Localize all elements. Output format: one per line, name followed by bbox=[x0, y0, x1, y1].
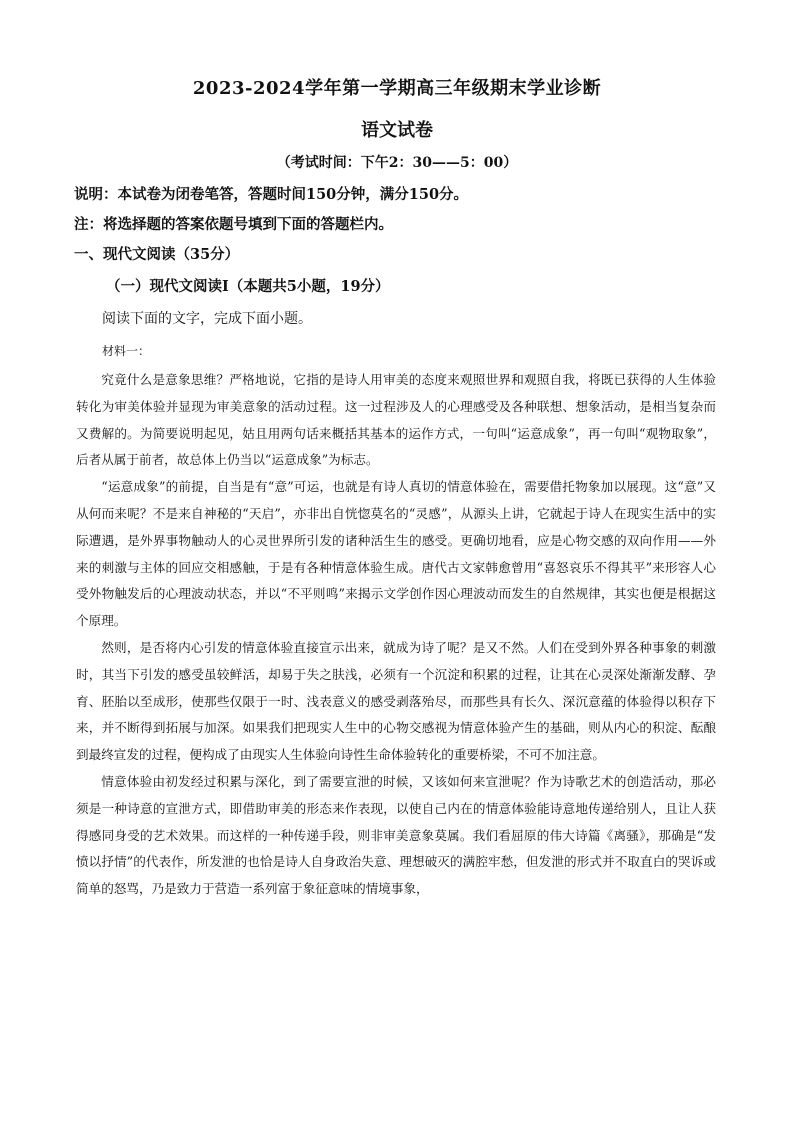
section-heading: 一、现代文阅读（35分） bbox=[74, 246, 240, 263]
reading-passage bbox=[76, 367, 716, 903]
subsection-heading: （一）现代文阅读Ⅰ（本题共5小题，19分） bbox=[106, 278, 390, 295]
answer-note: 注：将选择题的答案依题号填到下面的答题栏内。 bbox=[74, 216, 393, 233]
passage-paragraph: 然则，是否将内心引发的情意体验直接宣示出来，就成为诗了呢？是又不然。人们在受到外界各种事象的刺激时，其当下引发的感受虽较鲜活，却易于失之肤浅，必须有一个沉淀和积累的过程，让其在心灵深处渐渐发酵、孕育、胚胎以至成形，使那些仅限于一时、浅表意义的感受剥落殆尽，而那些具有长久、深沉意蕴的体验得以积存下来，并不断得到拓展与加深。如果我们把现实人生中的心物交感视为情意体验产生的基础，则从内心的积淀、酝酿到最终宣发的过程，便构成了由现实人生体验向诗性生命体验转化的重要桥梁，不可不加注意。 bbox=[76, 639, 716, 763]
exam-subject: 语文试卷 bbox=[361, 120, 433, 141]
passage-paragraph: 情意体验由初发经过积累与深化，到了需要宣泄的时候，又该如何来宣泄呢？作为诗歌艺术的创造活动，那必须是一种诗意的宣泄方式，即借助审美的形态来作表现，以使自己内在的情意体验能诗意地传递给别人，且让人获得感同身受的艺术效果。而这样的一种传递手段，则非审美意象莫属。我们看屈原的伟大诗篇《离骚》，那确是“发愤以抒情”的代表作，所发泄的也恰是诗人自身政治失意、理想破灭的满腔牢愁，但发泄的形式并不取直白的哭诉或简单的怒骂，乃是致力于营造一系列富于象征意味的情境事象， bbox=[76, 773, 716, 897]
exam-title: 2023-2024学年第一学期高三年级期末学业诊断 bbox=[192, 78, 602, 99]
exam-time: （考试时间：下午2：30——5：00） bbox=[276, 155, 518, 171]
passage-paragraph: 究竟什么是意象思维？严格地说，它指的是诗人用审美的态度来观照世界和观照自我，将既已获得的人生体验转化为审美体验并显现为审美意象的活动过程。这一过程涉及人的心理感受及各种联想、想象活动，是相当复杂而又费解的。为简要说明起见，姑且用两句话来概括其基本的运作方式，一句叫“运意成象”，再一句叫“观物取象”，后者从属于前者，故总体上仍当以“运意成象”为标志。 bbox=[76, 372, 716, 468]
passage-paragraph: “运意成象”的前提，自当是有“意”可运，也就是有诗人真切的情意体验在，需要借托物象加以展现。这“意”又从何而来呢？不是来自神秘的“天启”，亦非出自恍惚莫名的“灵感”，从源头上讲，它就起于诗人在现实生活中的实际遭遇，是外界事物触动人的心灵世界所引发的诸种活生生的感受。更确切地看，应是心物交感的双向作用——外来的刺激与主体的回应交相感触，于是有各种情意体验生成。唐代古文家韩愈曾用“喜怒哀乐不得其平”来形容人心受外物触发后的心理波动状态，并以“不平则鸣”来揭示文学创作因心理波动而发生的自然规律，其实也便是根据这个原理。 bbox=[76, 479, 716, 629]
exam-instructions: 说明：本试卷为闭卷笔答，答题时间150分钟，满分150分。 bbox=[74, 186, 469, 203]
material-label: 材料一： bbox=[102, 344, 151, 358]
reading-instruction: 阅读下面的文字，完成下面小题。 bbox=[102, 311, 312, 327]
